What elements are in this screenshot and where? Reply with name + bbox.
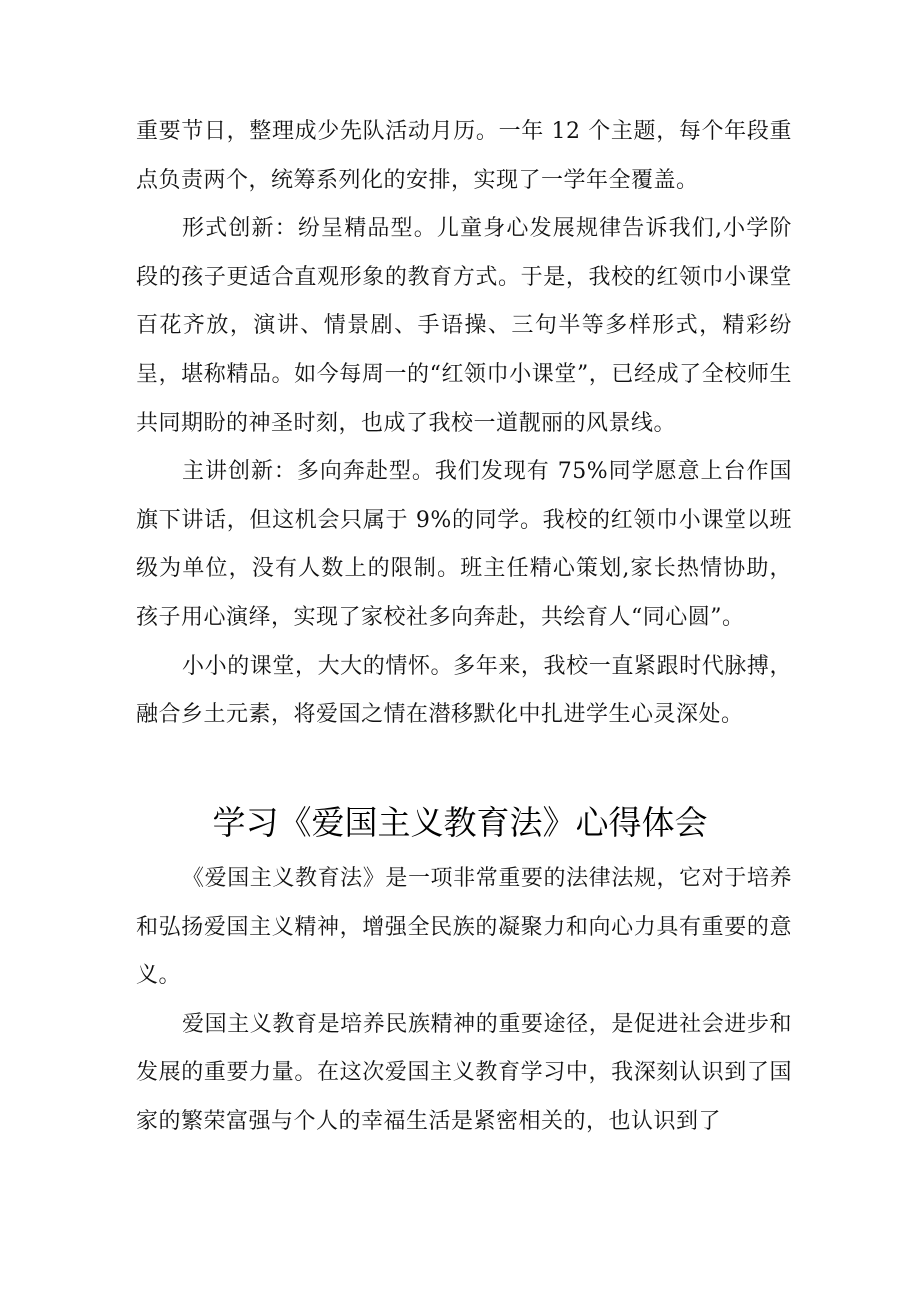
paragraph: 形式创新：纷呈精品型。儿童身心发展规律告诉我们,小学阶段的孩子更适合直观形象的教育方式。于是，我校的红领巾小课堂百花齐放，演讲、情景剧、手语操、三句半等多样形式，精彩纷呈，堪称精品。如今每周一的“红领巾小课堂”，已经成了全校师生共同期盼的神圣时刻，也成了我校一道靓丽的风景线。 (136, 216, 792, 436)
paragraph: 小小的课堂，大大的情怀。多年来，我校一直紧跟时代脉搏，融合乡土元素，将爱国之情在潜移默化中扎进学生心灵深处。 (136, 653, 792, 728)
paragraph: 重要节日，整理成少先队活动月历。一年 12 个主题，每个年段重点负责两个，统筹系列化的安排，实现了一学年全覆盖。 (136, 119, 792, 193)
paragraph: 爱国主义教育是培养民族精神的重要途径，是促进社会进步和发展的重要力量。在这次爱国主义教育学习中，我深刻认识到了国家的繁荣富强与个人的幸福生活是紧密相关的，也认识到了 (136, 1011, 792, 1134)
article-body-top (136, 108, 792, 740)
paragraph: 主讲创新：多向奔赴型。我们发现有 75%同学愿意上台作国旗下讲话，但这机会只属于 9%的同学。我校的红领巾小课堂以班级为单位，没有人数上的限制。班主任精心策划,家长热情协助，孩子用心演绎，实现了家校社多向奔赴，共绘育人“同心圆”。 (136, 459, 792, 630)
section-heading: 学习《爱国主义教育法》心得体会 (212, 803, 708, 842)
article-body-bottom (136, 855, 792, 1147)
paragraph: 《爱国主义教育法》是一项非常重要的法律法规，它对于培养和弘扬爱国主义精神，增强全民族的凝聚力和向心力具有重要的意义。 (136, 866, 792, 989)
